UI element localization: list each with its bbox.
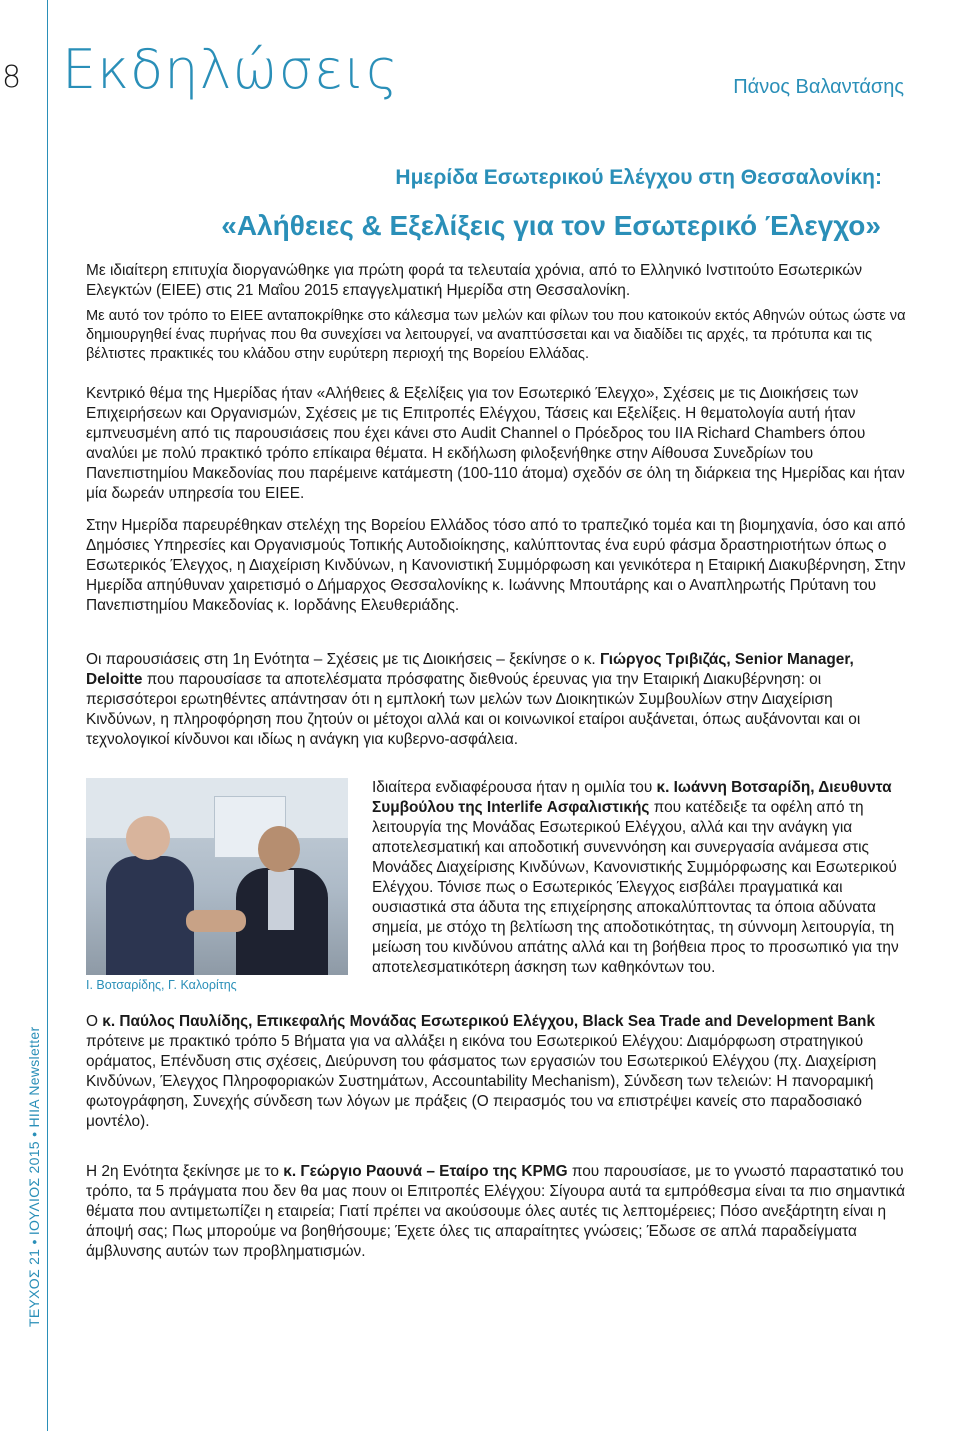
theme-paragraph (86, 384, 906, 514)
page-number: 8 (2, 60, 22, 95)
photo-person-left-head (126, 816, 170, 860)
photo-caption: Ι. Βοτσαρίδης, Γ. Καλορίτης (86, 978, 237, 992)
session2-lead: Η 2η Ενότητα ξεκίνησε με το (86, 1163, 279, 1180)
attendees-text: Στην Ημερίδα παρευρέθηκαν στελέχη της Βορείου Ελλάδος τόσο από το τραπεζικό τομέα και τη βιομηχανία, όσο και από Δημόσιες Υπηρεσίες και Οργανισμούς Τοπικής Αυτοδιοίκησης, καλύπτοντας ένα ευρύ φάσμα δραστηριοτήτων όπως ο Εσωτερικός Έλεγχος, η Διαχείριση Κινδύνων, η Κανονιστική Συμμόρφωση και γενικότερα η Εταιρική Διακυβέρνηση, Στην Ημερίδα απηύθυναν χαιρετισμό ο Δήμαρχος Θεσσαλονίκης κ. Ιωάννης Μπουτάρης και ο Αναπληρωτής Πρύτανη του Πανεπιστημίου Μακεδονίας κ. Ιορδάνης Ελευθεριάδης. (86, 517, 906, 614)
speakers-photo (86, 778, 348, 975)
session1-lead: Οι παρουσιάσεις στη 1η Ενότητα – Σχέσεις με τις Διοικήσεις – ξεκίνησε ο κ. (86, 651, 596, 668)
intro-text-2: Με αυτό τον τρόπο το ΕΙΕΕ ανταποκρίθηκε στο κάλεσμα των μελών και φίλων του που κατοικούν εκτός Αθηνών ούτως ώστε να δημιουργηθεί ένας πυρήνας που θα συνεχίσει να λειτουργεί, να αναπτύσσεται και να διαδίδει τις αρχές, τα πρότυπα και τις βέλτιστες πρακτικές του κλάδου στην ευρύτερη περιοχή της Βορείου Ελλάδας. (86, 308, 906, 362)
votsaridis-lead: Ιδιαίτερα ενδιαφέρουσα ήταν η ομιλία του (372, 779, 653, 796)
photo-person-left-body (106, 856, 194, 975)
paulidis-lead: Ο (86, 1013, 98, 1030)
paulidis-rest: πρότεινε με πρακτικό τρόπο 5 Βήματα για να αλλάξει η εικόνα του Εσωτερικού Ελέγχου: Διαμόρφωση στρατηγικού οράματος, Επένδυση στις σχέσεις, Διεύρυνση του φάσματος των εργασιών του Εσωτερικού Ελέγχου (πχ. Διαχείριση Κινδύνων, Έλεγχος Πληροφοριακών Συστημάτων, Accountability Mechanism), Σύνδεση των τελειών: Η πανοραμική φωτογράφηση, Συνεχής σύνδεση των λόγων με πράξεις (Ο πειρασμός του να επιστρέψει κανείς στο παραδοσιακό μοντέλο). (86, 1033, 877, 1130)
article-title: «Αλήθειες & Εξελίξεις για τον Εσωτερικό Έλεγχο» (221, 210, 881, 241)
photo-handshake (186, 910, 246, 932)
intro-paragraph-2 (86, 307, 906, 374)
intro-text: Με ιδιαίτερη επιτυχία διοργανώθηκε για πρώτη φορά τα τελευταία χρόνια, από το Ελληνικό Ινστιτούτο Εσωτερικών Ελεγκτών (ΕΙΕΕ) στις 21 Μαΐου 2015 επαγγελματική Ημερίδα στη Θεσσαλονίκη. (86, 262, 863, 299)
theme-text: Κεντρικό θέμα της Ημερίδας ήταν «Αλήθειες & Εξελίξεις για τον Εσωτερικό Έλεγχο», Σχέσεις με τις Διοικήσεις των Επιχειρήσεων και Οργανισμών, Σχέσεις με τις Επιτροπές Ελέγχου, Τάσεις και Εξελίξεις. Η θεματολογία αυτή ήταν εμπνευσμένη από τις παρουσιάσεις που έχει κάνει στο Audit Channel ο Πρόεδρος του IIA Richard Chambers όπου αναλύει με πολύ πρακτικό τρόπο επίκαιρα θέματα. Η εκδήλωση φιλοξενήθηκε στην Αίθουσα Συνεδρίων του Πανεπιστημίου Μακεδονίας που παρέμεινε κατάμεστη (100-110 άτομα) σχεδόν σε όλη τη διάρκεια της Ημερίδας και ήταν μία δωρεάν υπηρεσία του ΕΙΕΕ. (86, 385, 905, 502)
session1-speaker: Γιώργος Τριβιζάς, Senior Manager, Deloitte (86, 651, 854, 688)
votsaridis-rest: που κατέδειξε τα οφέλη από τη λειτουργία της Μονάδας Εσωτερικού Ελέγχου, αλλά και την ανάγκη για αποτελεσματική και αποδοτική συνεννόηση και συνεργασία ανάμεσα στις Μονάδες Διαχείρισης Κινδύνων, Κανονιστικής Συμμόρφωσης και Εσωτερικού Ελέγχου. Τόνισε πως ο Εσωτερικός Έλεγχος εισβάλει πραγματικά και ουσιαστικά στα άδυτα της επιχείρησης αποκαλύπτοντας τα όποια αδύνατα σημεία, με στόχο τη βελτίωση της αποδοτικότητας, τη σύννομη λειτουργία, τη μείωση του κινδύνου απάτης αλλά και τη βοήθεια προς το προσωπικό για την αποτελεσματικότερη άσκηση των καθηκόντων του. (372, 799, 899, 976)
session2-speaker: κ. Γεώργιο Ραουνά – Εταίρο της KPMG (283, 1163, 568, 1180)
photo-person-right-shirt (268, 870, 294, 930)
article-subtitle: Ημερίδα Εσωτερικού Ελέγχου στη Θεσσαλονίκη: (395, 166, 882, 189)
attendees-paragraph (86, 516, 906, 626)
session2-paragraph (86, 1162, 906, 1272)
session1-rest: που παρουσίασε τα αποτελέσματα πρόσφατης διεθνούς έρευνας για την Εταιρική Διακυβέρνηση: οι περισσότεροι ερωτηθέντες απάντησαν ότι η εμπλοκή των μελών των Διοικητικών Συμβουλίων στην Διαχείριση Κινδύνων, η πληροφόρηση που ζητούν οι μέτοχοι αλλά και οι κοινωνικοί εταίροι αυξάνεται, όπως αυξάνονται και οι τεχνολογικοί κίνδυνοι και ιδίως η ανάγκη για κυβερνο-ασφάλεια. (86, 671, 861, 748)
paulidis-paragraph (86, 1012, 906, 1142)
author-name: Πάνος Βαλαντάσης (733, 76, 904, 98)
votsaridis-paragraph (372, 778, 912, 978)
votsaridis-speaker: κ. Ιωάννη Βοτσαρίδη, Διευθυντα Συμβούλου της Interlife Ασφαλιστικής (372, 779, 892, 816)
intro-paragraph (86, 261, 906, 311)
section-title: Εκδηλώσεις (62, 38, 399, 101)
issue-caption: ΤΕΥΧΟΣ 21 • ΙΟΥΛΙΟΣ 2015 • HIIA Newsletter (26, 1026, 42, 1327)
photo-person-right-head (258, 826, 300, 872)
paulidis-speaker: κ. Παύλος Παυλίδης, Επικεφαλής Μονάδας Εσωτερικού Ελέγχου, Black Sea Trade and Development Bank (102, 1013, 876, 1030)
session2-rest: που παρουσίασε, με το γνωστό παραστατικό του τρόπο, τα 5 πράγματα που δεν θα μας πουν οι Επιτροπές Ελέγχου: Σίγουρα αυτά τα εμπρόθεσμα είναι τα πιο σημαντικά θέματα που αντιμετωπίζει η εταιρεία; Γιατί πρέπει να ακούσουμε όλες αυτές τις λεπτομέρειες; Πόσο ανεξάρτητη είναι η άποψή σας; Πως μπορούμε να βοηθήσουμε; Έχετε όλες τις απαραίτητες γνώσεις; Έδωσε σε απλά παραδείγματα άμβλυνσης αυτών των προβληματισμών. (86, 1163, 905, 1260)
session1-paragraph (86, 650, 906, 760)
